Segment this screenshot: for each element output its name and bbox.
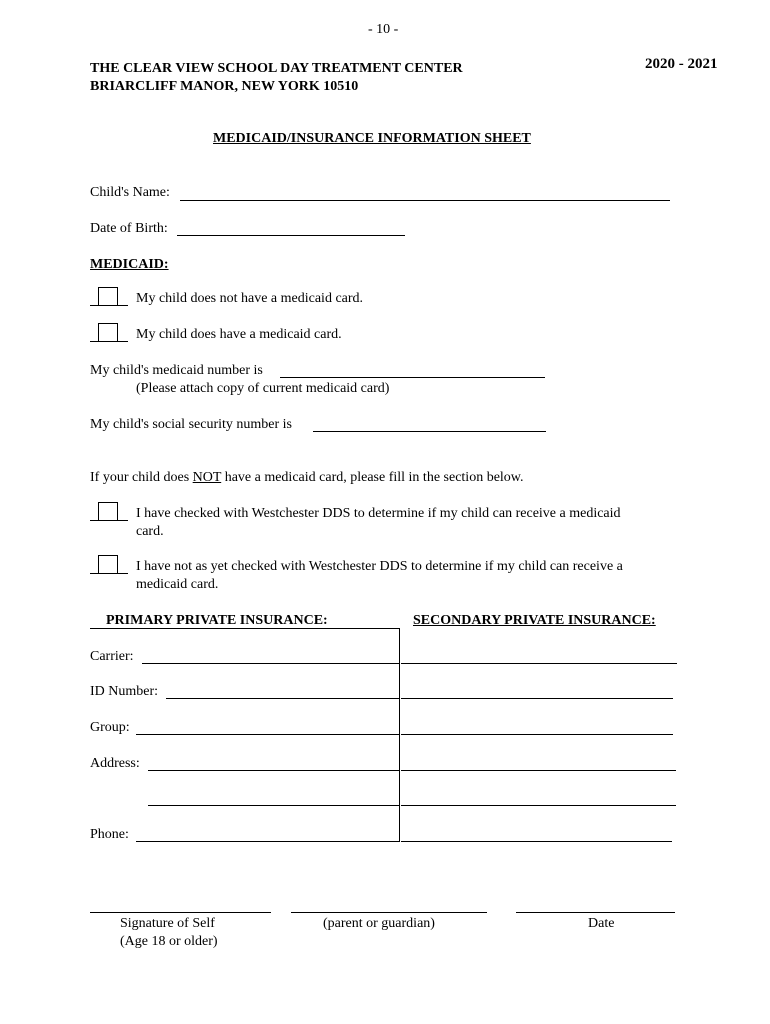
self-signature-line [90, 912, 271, 913]
checkbox-underline [90, 520, 128, 521]
school-address: BRIARCLIFF MANOR, NEW YORK 10510 [90, 79, 359, 94]
carrier-label: Carrier: [90, 649, 134, 664]
address-label: Address: [90, 756, 140, 771]
self-signature-field[interactable] [92, 894, 269, 911]
ssn-underline [313, 431, 546, 432]
phone-label: Phone: [90, 827, 129, 842]
no-medicaid-checkbox[interactable] [98, 287, 118, 305]
parent-caption: (parent or guardian) [323, 916, 435, 931]
self-signature-caption: Signature of Self [120, 916, 215, 931]
secondary-address2-field[interactable] [405, 789, 674, 805]
primary-carrier-underline [142, 663, 400, 664]
child-name-underline [180, 200, 670, 201]
secondary-address2-underline [401, 805, 676, 806]
primary-carrier-field[interactable] [144, 647, 396, 663]
secondary-group-field[interactable] [405, 718, 671, 734]
parent-signature-line [291, 912, 487, 913]
checkbox-underline [90, 341, 128, 342]
medicaid-heading: MEDICAID: [90, 257, 169, 272]
secondary-address-underline [401, 770, 676, 771]
id-number-label: ID Number: [90, 684, 159, 699]
primary-phone-underline [136, 841, 400, 842]
school-name: THE CLEAR VIEW SCHOOL DAY TREATMENT CENTER [90, 61, 463, 76]
group-label: Group: [90, 720, 130, 735]
dob-label: Date of Birth: [90, 221, 168, 236]
secondary-insurance-heading: SECONDARY PRIVATE INSURANCE: [413, 613, 656, 628]
checkbox-underline [90, 305, 128, 306]
checked-dds-checkbox[interactable] [98, 502, 118, 520]
attach-note: (Please attach copy of current medicaid card) [136, 381, 390, 396]
page-number: - 10 - [368, 22, 399, 37]
secondary-group-underline [401, 734, 673, 735]
secondary-phone-underline [401, 841, 672, 842]
medicaid-number-label: My child's medicaid number is [90, 363, 263, 378]
date-field[interactable] [518, 894, 673, 911]
date-line [516, 912, 675, 913]
secondary-address-field[interactable] [405, 754, 674, 770]
self-age-caption: (Age 18 or older) [120, 934, 218, 949]
not-checked-dds-label-cont: medicaid card. [136, 577, 219, 592]
date-caption: Date [588, 916, 615, 931]
primary-phone-field[interactable] [138, 825, 396, 841]
school-year: 2020 - 2021 [645, 56, 718, 72]
secondary-id-underline [401, 698, 673, 699]
primary-group-underline [136, 734, 400, 735]
checked-dds-label-cont: card. [136, 524, 164, 539]
secondary-phone-field[interactable] [405, 825, 670, 841]
primary-address2-underline [148, 805, 400, 806]
primary-group-field[interactable] [138, 718, 396, 734]
child-name-label: Child's Name: [90, 185, 170, 200]
not-checked-dds-checkbox[interactable] [98, 555, 118, 573]
medicaid-number-underline [280, 377, 545, 378]
primary-insurance-heading: PRIMARY PRIVATE INSURANCE: [106, 613, 328, 628]
no-card-intro: If your child does NOT have a medicaid card, please fill in the section below. [90, 470, 524, 485]
not-checked-dds-label: I have not as yet checked with Westchester DDS to determine if my child can receive a [136, 559, 623, 574]
primary-address-underline [148, 770, 400, 771]
primary-address-field[interactable] [150, 754, 396, 770]
primary-heading-underline [90, 628, 400, 629]
dob-underline [177, 235, 405, 236]
secondary-carrier-field[interactable] [405, 647, 675, 663]
primary-address2-field[interactable] [150, 789, 396, 805]
ssn-field[interactable] [315, 415, 544, 431]
ssn-label: My child's social security number is [90, 417, 292, 432]
no-medicaid-label: My child does not have a medicaid card. [136, 291, 364, 306]
has-medicaid-checkbox[interactable] [98, 323, 118, 341]
medicaid-number-field[interactable] [282, 361, 543, 377]
secondary-carrier-underline [401, 663, 677, 664]
primary-id-field[interactable] [168, 682, 396, 698]
checkbox-underline [90, 573, 128, 574]
secondary-id-field[interactable] [405, 682, 671, 698]
has-medicaid-label: My child does have a medicaid card. [136, 327, 342, 342]
checked-dds-label: I have checked with Westchester DDS to determine if my child can receive a medicaid [136, 506, 621, 521]
child-name-field[interactable] [182, 183, 668, 200]
page-title: MEDICAID/INSURANCE INFORMATION SHEET [213, 131, 531, 146]
primary-id-underline [166, 698, 400, 699]
dob-field[interactable] [179, 219, 403, 235]
parent-signature-field[interactable] [293, 894, 485, 911]
